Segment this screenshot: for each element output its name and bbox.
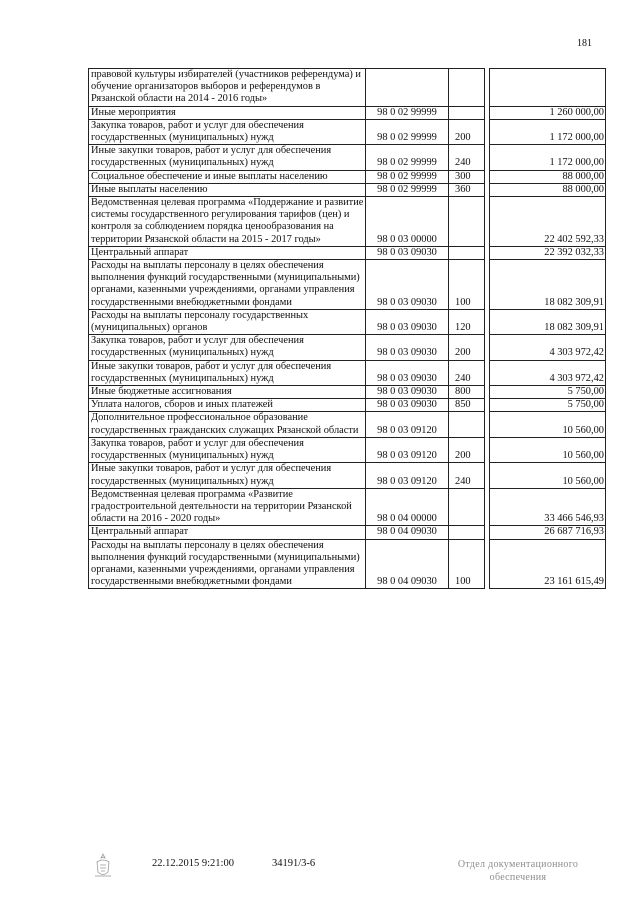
footer-document-number: 34191/3-6 xyxy=(272,858,316,869)
row-amount-cell: 1 172 000,00 xyxy=(490,119,606,144)
row-name-cell: Расходы на выплаты персоналу в целях обеспечения выполнения функций государственными (муниципальными) органами, казенными учреждениями, органами управления государственными внебюджетными фондами xyxy=(89,539,366,589)
table-row xyxy=(89,335,606,360)
row-target-code-cell: 98 0 03 09030 xyxy=(366,246,449,259)
table-row xyxy=(89,463,606,488)
table-row xyxy=(89,309,606,334)
table-row xyxy=(89,488,606,526)
row-amount-cell: 10 560,00 xyxy=(490,463,606,488)
row-expense-type-cell: 240 xyxy=(449,463,485,488)
row-target-code-cell: 98 0 03 09030 xyxy=(366,386,449,399)
table-row xyxy=(89,260,606,310)
row-name-cell: правовой культуры избирателей (участников референдума) и обучение организаторов выборов и референдумов в Рязанской области на 2014 - 2016 годы» xyxy=(89,69,366,107)
row-target-code-cell: 98 0 03 09030 xyxy=(366,260,449,310)
row-name-cell: Уплата налогов, сборов и иных платежей xyxy=(89,399,366,412)
budget-table xyxy=(88,68,606,589)
row-expense-type-cell: 200 xyxy=(449,437,485,462)
row-name-cell: Ведомственная целевая программа «Поддержание и развитие системы государственного регулирования тарифов (цен) и контроля за соблюдением порядка ценообразования на территории Рязанской области на 2015 - 2017 годы» xyxy=(89,197,366,247)
row-target-code-cell: 98 0 03 00000 xyxy=(366,197,449,247)
row-amount-cell: 1 172 000,00 xyxy=(490,145,606,170)
row-target-code-cell: 98 0 02 99999 xyxy=(366,106,449,119)
row-name-cell: Иные закупки товаров, работ и услуг для обеспечения государственных (муниципальных) нужд xyxy=(89,463,366,488)
row-target-code-cell: 98 0 03 09030 xyxy=(366,335,449,360)
table-row xyxy=(89,183,606,196)
table-row xyxy=(89,386,606,399)
row-amount-cell: 4 303 972,42 xyxy=(490,360,606,385)
row-target-code-cell: 98 0 02 99999 xyxy=(366,170,449,183)
row-name-cell: Центральный аппарат xyxy=(89,246,366,259)
table-row xyxy=(89,246,606,259)
row-target-code-cell: 98 0 04 09030 xyxy=(366,526,449,539)
emblem-icon xyxy=(92,852,114,880)
row-amount-cell: 5 750,00 xyxy=(490,386,606,399)
row-expense-type-cell xyxy=(449,488,485,526)
row-name-cell: Дополнительное профессиональное образование государственных гражданских служащих Рязанской области xyxy=(89,412,366,437)
table-row xyxy=(89,145,606,170)
row-target-code-cell: 98 0 03 09120 xyxy=(366,412,449,437)
page-number: 181 xyxy=(577,38,592,49)
table-row xyxy=(89,170,606,183)
row-expense-type-cell xyxy=(449,106,485,119)
row-expense-type-cell xyxy=(449,412,485,437)
row-expense-type-cell: 360 xyxy=(449,183,485,196)
table-row xyxy=(89,437,606,462)
table-row xyxy=(89,539,606,589)
row-expense-type-cell: 850 xyxy=(449,399,485,412)
row-name-cell: Иные мероприятия xyxy=(89,106,366,119)
row-expense-type-cell: 200 xyxy=(449,335,485,360)
row-name-cell: Закупка товаров, работ и услуг для обеспечения государственных (муниципальных) нужд xyxy=(89,437,366,462)
table-row xyxy=(89,412,606,437)
row-amount-cell: 4 303 972,42 xyxy=(490,335,606,360)
row-name-cell: Закупка товаров, работ и услуг для обеспечения государственных (муниципальных) нужд xyxy=(89,119,366,144)
row-amount-cell: 23 161 615,49 xyxy=(490,539,606,589)
row-amount-cell: 10 560,00 xyxy=(490,437,606,462)
budget-table-body xyxy=(89,69,606,589)
row-target-code-cell: 98 0 02 99999 xyxy=(366,119,449,144)
row-name-cell: Расходы на выплаты персоналу государственных (муниципальных) органов xyxy=(89,309,366,334)
row-expense-type-cell: 240 xyxy=(449,360,485,385)
row-name-cell: Центральный аппарат xyxy=(89,526,366,539)
row-amount-cell: 26 687 716,93 xyxy=(490,526,606,539)
row-name-cell: Иные выплаты населению xyxy=(89,183,366,196)
row-amount-cell xyxy=(490,69,606,107)
row-expense-type-cell: 100 xyxy=(449,260,485,310)
table-row xyxy=(89,360,606,385)
row-expense-type-cell xyxy=(449,246,485,259)
footer-datetime: 22.12.2015 9:21:00 xyxy=(152,858,234,869)
row-expense-type-cell xyxy=(449,69,485,107)
row-target-code-cell: 98 0 03 09030 xyxy=(366,309,449,334)
row-target-code-cell: 98 0 04 00000 xyxy=(366,488,449,526)
table-row xyxy=(89,69,606,107)
row-amount-cell: 18 082 309,91 xyxy=(490,309,606,334)
row-amount-cell: 5 750,00 xyxy=(490,399,606,412)
table-row xyxy=(89,106,606,119)
row-expense-type-cell xyxy=(449,197,485,247)
row-target-code-cell: 98 0 04 09030 xyxy=(366,539,449,589)
row-amount-cell: 88 000,00 xyxy=(490,170,606,183)
row-target-code-cell: 98 0 03 09120 xyxy=(366,463,449,488)
row-target-code-cell: 98 0 03 09030 xyxy=(366,399,449,412)
row-amount-cell: 18 082 309,91 xyxy=(490,260,606,310)
row-target-code-cell xyxy=(366,69,449,107)
table-row xyxy=(89,197,606,247)
row-expense-type-cell: 100 xyxy=(449,539,485,589)
row-expense-type-cell: 200 xyxy=(449,119,485,144)
row-expense-type-cell: 120 xyxy=(449,309,485,334)
row-name-cell: Закупка товаров, работ и услуг для обеспечения государственных (муниципальных) нужд xyxy=(89,335,366,360)
row-name-cell: Иные бюджетные ассигнования xyxy=(89,386,366,399)
row-amount-cell: 22 402 592,33 xyxy=(490,197,606,247)
row-amount-cell: 22 392 032,33 xyxy=(490,246,606,259)
table-row xyxy=(89,119,606,144)
row-expense-type-cell: 800 xyxy=(449,386,485,399)
row-amount-cell: 10 560,00 xyxy=(490,412,606,437)
row-name-cell: Иные закупки товаров, работ и услуг для обеспечения государственных (муниципальных) нужд xyxy=(89,360,366,385)
table-row xyxy=(89,399,606,412)
row-amount-cell: 1 260 000,00 xyxy=(490,106,606,119)
department-stamp-line-1: Отдел документационного xyxy=(457,859,579,870)
row-target-code-cell: 98 0 02 99999 xyxy=(366,145,449,170)
row-amount-cell: 33 466 546,93 xyxy=(490,488,606,526)
department-stamp-line-2: обеспечения xyxy=(489,872,547,883)
row-expense-type-cell xyxy=(449,526,485,539)
row-target-code-cell: 98 0 02 99999 xyxy=(366,183,449,196)
row-name-cell: Иные закупки товаров, работ и услуг для обеспечения государственных (муниципальных) нужд xyxy=(89,145,366,170)
row-target-code-cell: 98 0 03 09030 xyxy=(366,360,449,385)
row-name-cell: Ведомственная целевая программа «Развитие градостроительной деятельности на территории Рязанской области на 2016 - 2020 годы» xyxy=(89,488,366,526)
table-row xyxy=(89,526,606,539)
row-amount-cell: 88 000,00 xyxy=(490,183,606,196)
row-target-code-cell: 98 0 03 09120 xyxy=(366,437,449,462)
row-expense-type-cell: 240 xyxy=(449,145,485,170)
row-expense-type-cell: 300 xyxy=(449,170,485,183)
row-name-cell: Социальное обеспечение и иные выплаты населению xyxy=(89,170,366,183)
row-name-cell: Расходы на выплаты персоналу в целях обеспечения выполнения функций государственными (муниципальными) органами, казенными учреждениями, органами управления государственными внебюджетными фондами xyxy=(89,260,366,310)
